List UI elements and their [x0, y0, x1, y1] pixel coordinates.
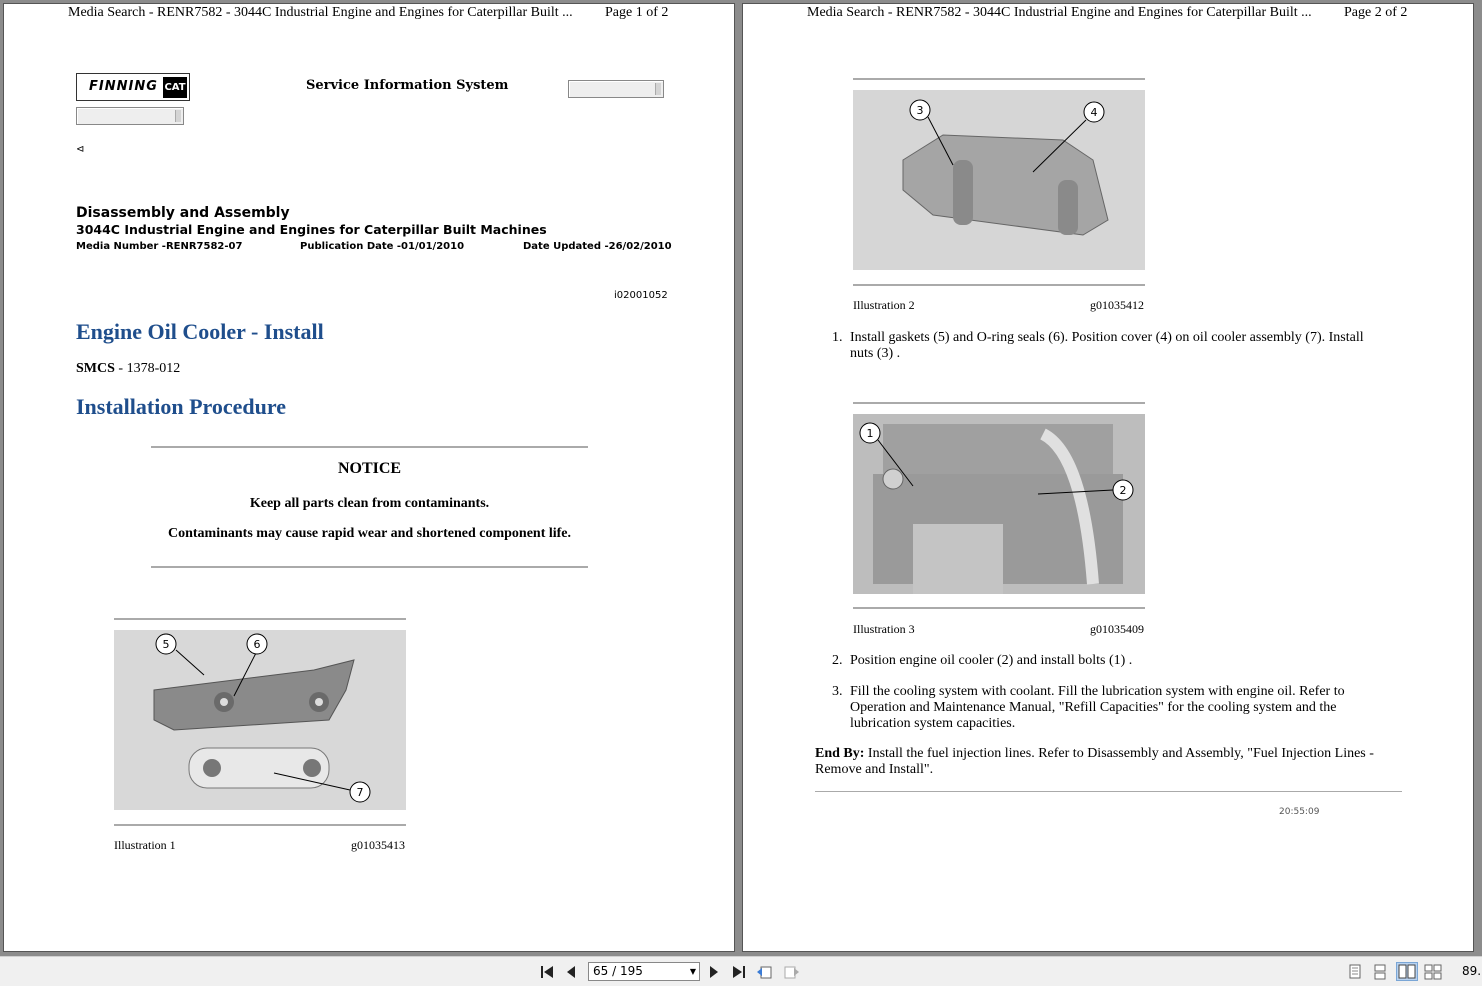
step-3-text: Fill the cooling system with coolant. Fill the lubrication system with engine oil. Refer to Operation and Maintenance Manual, "Refill Capacities" for the cooling system and the lubrication system capacities. [850, 684, 1345, 731]
next-page-icon [708, 965, 720, 979]
step-1-text: Install gaskets (5) and O-ring seals (6). Position cover (4) on oil cooler assembly (7). Install nuts (3) . [850, 330, 1364, 361]
illustration-3-code: g01035409 [1090, 622, 1144, 636]
last-page-button[interactable] [730, 963, 748, 981]
callout-1-icon [860, 423, 880, 443]
pdf-page-1 [3, 3, 735, 952]
logo-finning-text: FINNING [89, 79, 158, 94]
first-page-button[interactable] [538, 963, 556, 981]
end-by-paragraph [815, 746, 1405, 778]
illustration-3-caption: Illustration 3 [853, 622, 915, 636]
pdf-page-2 [742, 3, 1474, 952]
callout-7-label: 7 [356, 786, 364, 799]
page-number-select[interactable] [588, 962, 700, 981]
end-by-label: End By: [815, 746, 865, 761]
next-page-button[interactable] [705, 963, 723, 981]
media-number: Media Number -RENR7582-07 [76, 241, 243, 252]
publication-date: Publication Date -01/01/2010 [300, 241, 465, 252]
single-page-view-button[interactable] [1344, 962, 1366, 981]
finning-cat-logo [76, 73, 190, 101]
notice-heading: NOTICE [337, 460, 402, 477]
logo-cat-text: CAT [163, 77, 187, 98]
page-number-label: Page 1 of 2 [605, 5, 669, 20]
callout-7-icon [350, 782, 370, 802]
illustration-1-caption: Illustration 1 [114, 838, 176, 852]
timestamp: 20:55:09 [1279, 807, 1320, 817]
callout-6-icon [247, 634, 267, 654]
continuous-page-icon [1374, 964, 1386, 980]
sis-search-field [568, 80, 664, 98]
smcs-line [76, 361, 180, 377]
two-page-continuous-icon [1424, 964, 1442, 980]
forward-view-icon [782, 964, 800, 980]
last-page-icon [731, 965, 747, 979]
previous-page-button[interactable] [562, 963, 580, 981]
step-2-number: 2. [832, 653, 843, 668]
step-1-number: 1. [832, 330, 843, 345]
callout-2-label: 2 [1119, 484, 1127, 497]
section-title: Installation Procedure [76, 394, 287, 419]
illustration-2-image [853, 90, 1145, 270]
end-by-text: Install the fuel injection lines. Refer to Disassembly and Assembly, "Fuel Injection Lines - Remove and Install". [815, 746, 1374, 777]
callout-3-label: 3 [916, 104, 924, 117]
go-back-view-button[interactable] [756, 963, 774, 981]
illustration-1-image [114, 630, 406, 810]
step-2-text: Position engine oil cooler (2) and install bolts (1) . [850, 653, 1133, 668]
page-header-title: Media Search - RENR7582 - 3044C Industrial Engine and Engines for Caterpillar Built ... [807, 5, 1312, 20]
back-view-icon [756, 964, 774, 980]
illustration-1-bottom-rule [114, 824, 406, 826]
continuous-view-button[interactable] [1369, 962, 1391, 981]
two-page-icon [1398, 964, 1416, 979]
callout-5-icon [156, 634, 176, 654]
illustration-3-bottom-rule [853, 607, 1145, 609]
page-header-title: Media Search - RENR7582 - 3044C Industrial Engine and Engines for Caterpillar Built ... [68, 5, 573, 20]
callout-3-icon [910, 100, 930, 120]
first-page-icon [539, 965, 555, 979]
zoom-level[interactable]: 89. [1462, 964, 1482, 978]
callout-4-label: 4 [1090, 106, 1098, 119]
back-arrow-icon: ⊲ [76, 144, 85, 155]
page-number-label: Page 2 of 2 [1344, 5, 1408, 20]
two-page-view-button[interactable] [1396, 962, 1418, 981]
notice-top-rule [151, 446, 588, 448]
smcs-value: - 1378-012 [114, 361, 181, 376]
illustration-3-top-rule [853, 402, 1145, 404]
callout-4-icon [1084, 102, 1104, 122]
sis-title: Service Information System [306, 78, 509, 93]
page-title: Engine Oil Cooler - Install [76, 319, 324, 344]
doc-type: Disassembly and Assembly [76, 205, 290, 221]
two-page-continuous-view-button[interactable] [1422, 962, 1444, 981]
notice-bottom-rule [151, 566, 588, 568]
viewer-toolbar [0, 956, 1482, 986]
end-rule [815, 791, 1402, 792]
callout-2-icon [1113, 480, 1133, 500]
callout-6-label: 6 [253, 638, 261, 651]
illustration-1-code: g01035413 [351, 838, 405, 852]
chevron-down-icon: ▼ [689, 967, 696, 976]
callout-1-label: 1 [866, 427, 874, 440]
illustration-2-top-rule [853, 78, 1145, 80]
single-page-icon [1349, 964, 1361, 979]
sis-nav-field [76, 107, 184, 125]
illustration-2-code: g01035412 [1090, 298, 1144, 312]
previous-page-icon [565, 965, 577, 979]
page-indicator: 65 / 195 [593, 964, 643, 978]
doc-subtitle: 3044C Industrial Engine and Engines for Caterpillar Built Machines [76, 222, 547, 237]
illustration-2-caption: Illustration 2 [853, 298, 915, 312]
notice-line-1: Keep all parts clean from contaminants. [249, 496, 490, 511]
illustration-3-image [853, 414, 1145, 594]
callout-5-label: 5 [162, 638, 170, 651]
notice-line-2: Contaminants may cause rapid wear and shortened component life. [167, 526, 572, 541]
illustration-2-bottom-rule [853, 284, 1145, 286]
smcs-label: SMCS [76, 361, 115, 376]
illustration-1-top-rule [114, 618, 406, 620]
step-3-number: 3. [832, 684, 843, 699]
go-forward-view-button[interactable] [782, 963, 800, 981]
doc-id: i02001052 [614, 290, 668, 301]
date-updated: Date Updated -26/02/2010 [523, 241, 672, 252]
